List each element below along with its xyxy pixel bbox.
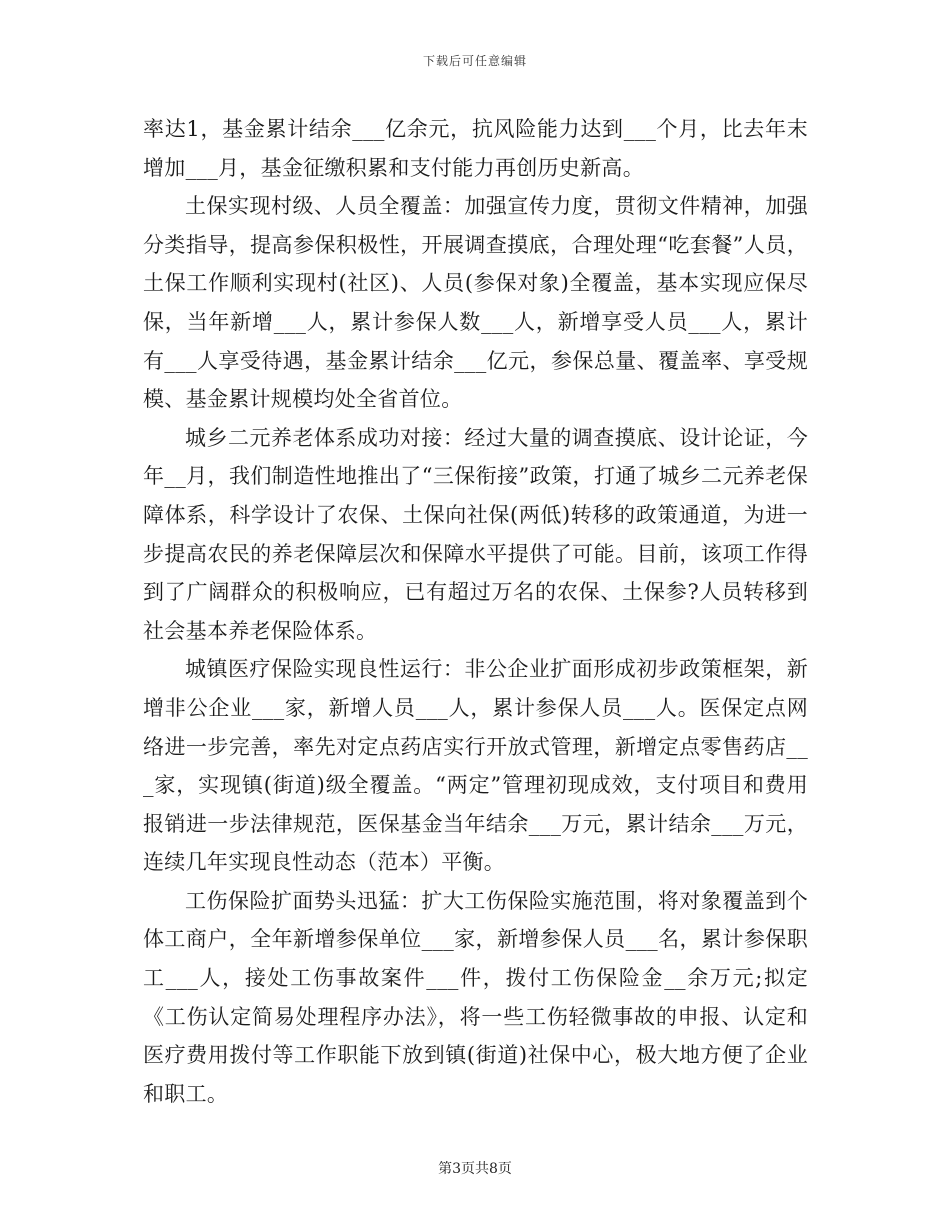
- page-header: 下载后可任意编辑: [422, 54, 527, 68]
- paragraph-pension-system: 城乡二元养老体系成功对接：经过大量的调查摸底、设计论证，今年__月，我们制造性地推出了“三保衔接”政策，打通了城乡二元养老保障体系，科学设计了农保、土保向社保(两低)转移的政策通道，为进一步提高农民的养老保障层次和保障水平提供了可能。目前，该项工作得到了广阔群众的积极响应，已有超过万名的农保、土保参?人员转移到社会基本养老保险体系。: [143, 425, 808, 643]
- paragraph-medical-insurance: 城镇医疗保险实现良性运行：非公企业扩面形成初步政策框架，新增非公企业___家，新增人员___人，累计参保人员___人。医保定点网络进一步完善，率先对定点药店实行开放式管理，新增定点零售药店___家，实现镇(街道)级全覆盖。“两定”管理初现成效，支付项目和费用报销进一步法律规范，医保基金当年结余___万元，累计结余___万元，连续几年实现良性动态（范本）平衡。: [143, 657, 808, 875]
- page-number: 第3页共8页: [438, 1161, 512, 1177]
- paragraph-land-insurance: 土保实现村级、人员全覆盖：加强宣传力度，贯彻文件精神，加强分类指导，提高参保积极性，开展调查摸底，合理处理“吃套餐”人员，土保工作顺利实现村(社区)、人员(参保对象)全覆盖，基本实现应保尽保，当年新增___人，累计参保人数___人，新增享受人员___人，累计有___人享受待遇，基金累计结余___亿元，参保总量、覆盖率、享受规模、基金累计规模均处全省首位。: [143, 194, 808, 412]
- document-body: [143, 110, 808, 1113]
- paragraph-continuation: 率达1，基金累计结余___亿余元，抗风险能力达到___个月，比去年末增加___月，基金征缴积累和支付能力再创历史新高。: [143, 117, 808, 180]
- paragraph-injury-insurance: 工伤保险扩面势头迅猛：扩大工伤保险实施范围，将对象覆盖到个体工商户，全年新增参保单位___家，新增参保人员___名，累计参保职工___人，接处工伤事故案件___件，拨付工伤保险金__余万元;拟定《工伤认定简易处理程序办法》，将一些工伤轻微事故的申报、认定和医疗费用拨付等工作职能下放到镇(街道)社保中心，极大地方便了企业和职工。: [143, 888, 808, 1106]
